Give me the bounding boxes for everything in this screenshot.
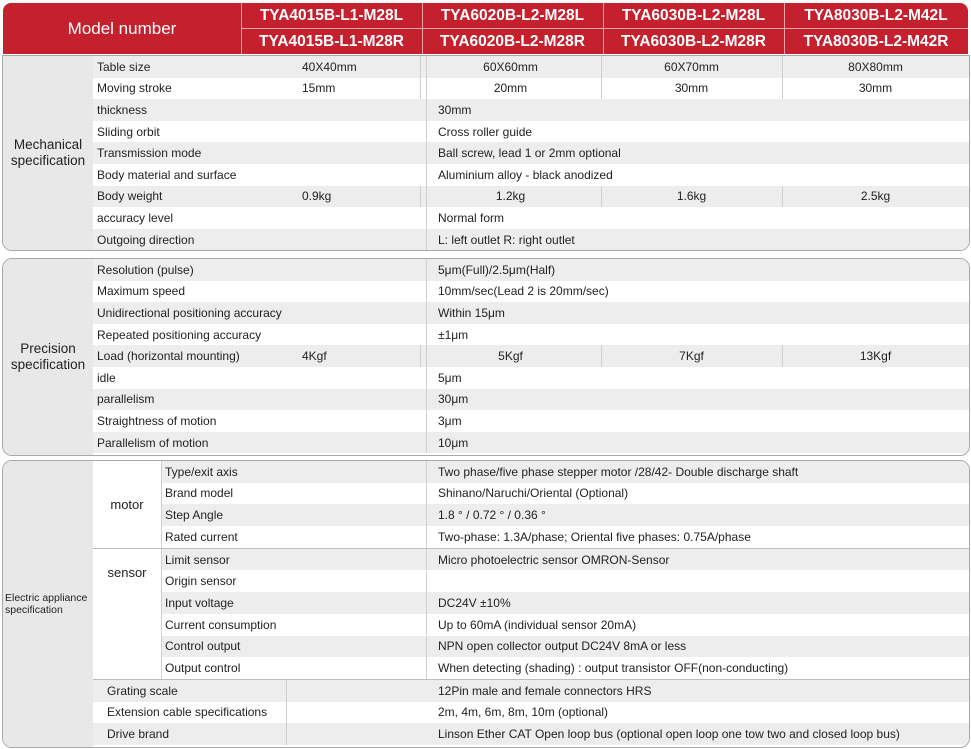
row-value: When detecting (shading) : output transistor OFF(non-conducting) <box>438 661 789 676</box>
motor-group-label: motor <box>93 461 161 548</box>
row-value: 40X40mm <box>302 59 357 74</box>
row-label: Output control <box>165 661 241 676</box>
column-divider <box>426 483 427 505</box>
row-value: 1.2kg <box>495 189 526 204</box>
row-value: 10mm/sec(Lead 2 is 20mm/sec) <box>438 284 609 299</box>
mechanical-section-label: Mechanical specification <box>3 56 93 250</box>
row-label: thickness <box>97 102 148 117</box>
model-l-1: TYA4015B-L1-M28L <box>259 6 404 24</box>
model-number-heading: Model number <box>67 18 177 38</box>
precision-row <box>93 345 969 367</box>
sensor-row <box>161 636 969 658</box>
row-value: Within 15μm <box>438 305 505 320</box>
row-label: Rated current <box>165 529 238 544</box>
row-value: Two phase/five phase stepper motor /28/42- Double discharge shaft <box>438 464 799 479</box>
mechanical-row <box>93 78 969 100</box>
column-divider <box>426 526 427 548</box>
column-divider <box>426 636 427 658</box>
sensor-row <box>161 592 969 614</box>
column-divider <box>420 345 421 367</box>
row-value: 5μm <box>438 370 462 385</box>
row-value: 60X60mm <box>483 59 538 74</box>
mechanical-row <box>93 207 969 229</box>
row-label: Body material and surface <box>97 167 237 182</box>
row-value: 2.5kg <box>860 189 891 204</box>
model-l-4: TYA8030B-L2-M42L <box>804 6 948 24</box>
column-divider <box>420 78 421 100</box>
row-label: Resolution (pulse) <box>97 262 194 277</box>
column-divider <box>420 56 421 78</box>
precision-row <box>93 281 969 303</box>
row-value: 20mm <box>493 81 528 96</box>
column-divider <box>426 302 427 324</box>
column-divider <box>601 56 602 78</box>
column-divider <box>426 142 427 164</box>
row-label: Repeated positioning accuracy <box>97 327 262 342</box>
mechanical-row <box>93 121 969 143</box>
column-divider <box>426 164 427 186</box>
column-divider <box>286 723 287 745</box>
row-value: 1.6kg <box>676 189 707 204</box>
electric-section <box>2 460 970 748</box>
row-value: NPN open collector output DC24V 8mA or less <box>438 639 687 654</box>
column-divider <box>286 680 287 702</box>
precision-row <box>93 389 969 411</box>
column-divider <box>601 345 602 367</box>
row-value: Cross roller guide <box>438 124 533 139</box>
column-divider <box>426 367 427 389</box>
row-value: 30mm <box>674 81 709 96</box>
model-r-3: TYA6030B-L2-M28R <box>620 32 766 50</box>
mechanical-row <box>93 56 969 78</box>
model-r-2: TYA6020B-L2-M28R <box>439 32 585 50</box>
row-label: Current consumption <box>165 617 277 632</box>
column-divider <box>426 549 427 571</box>
model-r-4: TYA8030B-L2-M42R <box>803 32 949 50</box>
electric-row <box>93 723 969 745</box>
row-value: 3μm <box>438 413 462 428</box>
mechanical-row <box>93 142 969 164</box>
table-header <box>3 3 968 54</box>
model-r-1: TYA4015B-L1-M28R <box>258 32 404 50</box>
column-divider <box>426 461 427 483</box>
row-value: DC24V ±10% <box>438 595 511 610</box>
row-label: Table size <box>97 59 151 74</box>
row-value: 30μm <box>438 392 469 407</box>
row-label: Transmission mode <box>97 146 202 161</box>
row-label: Straightness of motion <box>97 413 217 428</box>
sensor-row <box>161 549 969 571</box>
row-label: Extension cable specifications <box>107 705 268 720</box>
row-label: Type/exit axis <box>165 464 238 479</box>
electric-row <box>93 702 969 724</box>
row-value: 2m, 4m, 6m, 8m, 10m (optional) <box>438 705 609 720</box>
precision-row <box>93 432 969 454</box>
row-label: Limit sensor <box>165 552 230 567</box>
column-divider <box>161 549 162 596</box>
mechanical-row <box>93 164 969 186</box>
sensor-row <box>161 657 969 679</box>
column-divider <box>426 121 427 143</box>
row-label: Grating scale <box>107 683 178 698</box>
column-divider <box>426 389 427 411</box>
row-label: Maximum speed <box>97 284 186 299</box>
row-value: 10μm <box>438 435 469 450</box>
row-value: 7Kgf <box>679 349 704 364</box>
column-divider <box>426 207 427 229</box>
column-divider <box>782 345 783 367</box>
column-divider <box>426 614 427 636</box>
row-value: L: left outlet R: right outlet <box>438 232 575 247</box>
row-label: Brand model <box>165 486 234 501</box>
row-value: Two-phase: 1.3A/phase; Oriental five phases: 0.75A/phase <box>438 529 751 544</box>
row-value: 1.8 ° / 0.72 ° / 0.36 ° <box>438 508 546 523</box>
electric-section-label: Electric appliance specification <box>3 461 93 747</box>
mechanical-row <box>93 99 969 121</box>
column-divider <box>426 657 427 679</box>
row-value: 12Pin male and female connectors HRS <box>438 683 652 698</box>
sensor-group-label: sensor <box>93 549 161 596</box>
motor-row <box>161 483 969 505</box>
row-label: Parallelism of motion <box>97 435 209 450</box>
row-label: Step Angle <box>165 508 224 523</box>
column-divider <box>426 99 427 121</box>
column-divider <box>426 432 427 454</box>
row-value: Up to 60mA (individual sensor 20mA) <box>438 617 637 632</box>
precision-row <box>93 259 969 281</box>
precision-row <box>93 324 969 346</box>
motor-row <box>161 526 969 548</box>
row-label: Input voltage <box>165 595 234 610</box>
row-label: Sliding orbit <box>97 124 160 139</box>
row-label: idle <box>97 370 116 385</box>
column-divider <box>426 410 427 432</box>
column-divider <box>601 78 602 100</box>
row-value: Normal form <box>438 210 505 225</box>
row-value: Ball screw, lead 1 or 2mm optional <box>438 146 621 161</box>
sensor-group-filler <box>93 596 161 679</box>
column-divider <box>426 324 427 346</box>
row-label: Control output <box>165 639 241 654</box>
row-value: 30mm <box>858 81 893 96</box>
row-value: 30mm <box>438 102 472 117</box>
column-divider <box>426 504 427 526</box>
row-value: 5Kgf <box>498 349 523 364</box>
row-label: Drive brand <box>107 727 170 742</box>
motor-row <box>161 461 969 483</box>
row-label: Moving stroke <box>97 81 172 96</box>
row-value: Aluminium alloy - black anodized <box>438 167 613 182</box>
model-l-3: TYA6030B-L2-M28L <box>621 6 766 24</box>
row-value: 4Kgf <box>302 349 327 364</box>
column-divider <box>782 78 783 100</box>
row-value: Micro photoelectric sensor OMRON-Sensor <box>438 552 670 567</box>
column-divider <box>782 56 783 78</box>
column-divider <box>426 229 427 251</box>
row-label: Body weight <box>97 189 163 204</box>
column-divider <box>286 702 287 724</box>
row-label: Load (horizontal mounting) <box>97 349 240 364</box>
precision-section-label: Precision specification <box>3 259 93 455</box>
column-divider <box>426 259 427 281</box>
column-divider <box>161 461 162 548</box>
row-value: 5μm(Full)/2.5μm(Half) <box>438 262 556 277</box>
mechanical-section <box>2 55 970 251</box>
column-divider <box>601 186 602 208</box>
row-label: Outgoing direction <box>97 232 195 247</box>
sensor-row <box>161 571 969 593</box>
row-value: 60X70mm <box>664 59 719 74</box>
row-value: 0.9kg <box>302 189 332 204</box>
row-label: parallelism <box>97 392 155 407</box>
column-divider <box>426 571 427 593</box>
row-value: Shinano/Naruchi/Oriental (Optional) <box>438 486 629 501</box>
column-divider <box>426 281 427 303</box>
mechanical-row <box>93 186 969 208</box>
row-label: Unidirectional positioning accuracy <box>97 305 282 320</box>
column-divider <box>420 186 421 208</box>
row-value: 15mm <box>302 81 336 96</box>
column-divider <box>161 596 162 679</box>
row-value: 13Kgf <box>859 349 892 364</box>
motor-row <box>161 504 969 526</box>
row-value: ±1μm <box>438 327 469 342</box>
model-l-2: TYA6020B-L2-M28L <box>440 6 585 24</box>
electric-row <box>93 680 969 702</box>
mechanical-row <box>93 229 969 251</box>
row-label: accuracy level <box>97 210 174 225</box>
row-value: Linson Ether CAT Open loop bus (optional open loop one tow two and closed loop bus) <box>438 727 900 742</box>
precision-row <box>93 302 969 324</box>
column-divider <box>782 186 783 208</box>
row-label: Origin sensor <box>165 574 237 589</box>
precision-section <box>2 258 970 456</box>
precision-row <box>93 410 969 432</box>
column-divider <box>426 592 427 614</box>
row-value: 80X80mm <box>848 59 903 74</box>
precision-row <box>93 367 969 389</box>
sensor-row <box>161 614 969 636</box>
